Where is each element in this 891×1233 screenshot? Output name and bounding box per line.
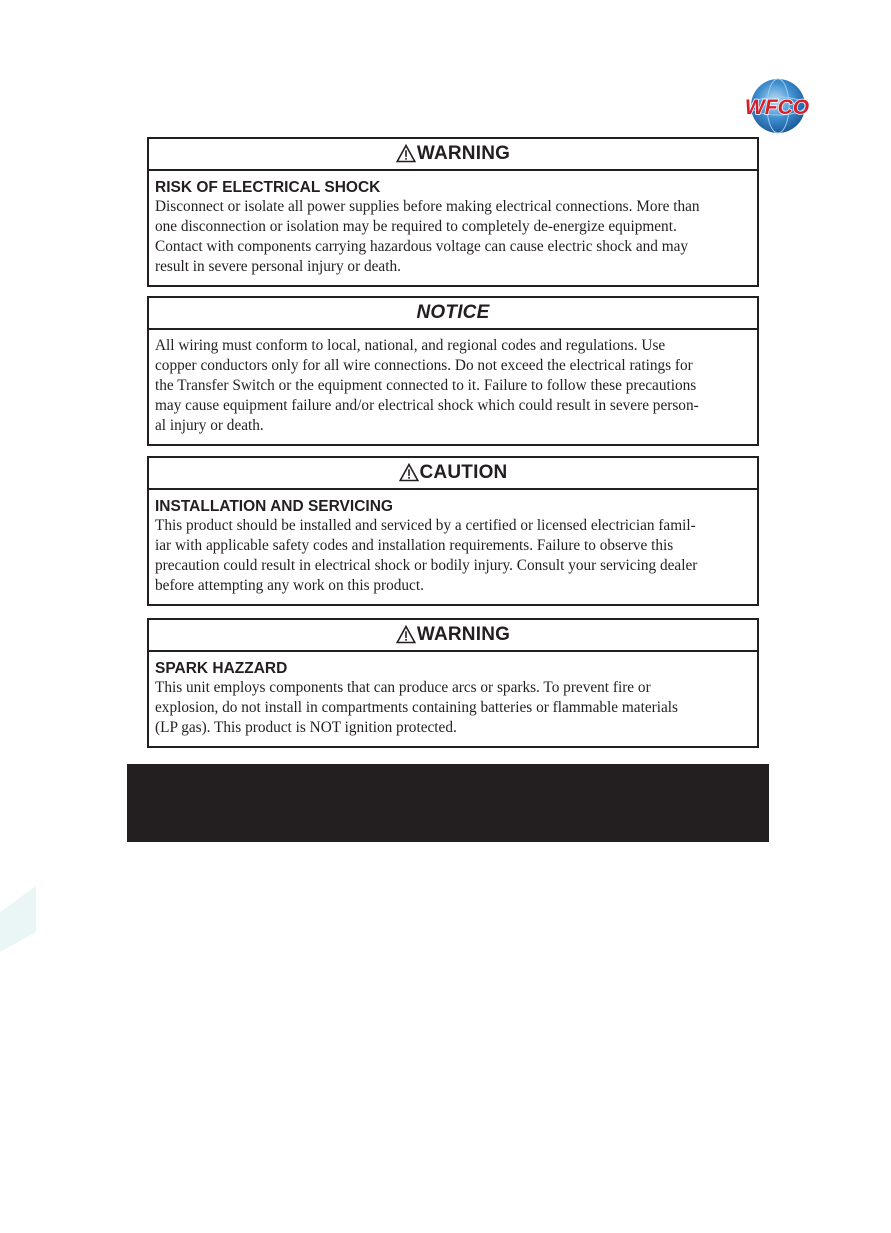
heading-text: WARNING: [416, 143, 511, 164]
text-line: one disconnection or isolation may be required to completely de-energize equipment.: [155, 218, 677, 235]
text-line: Disconnect or isolate all power supplies before making electrical connections. More than: [155, 198, 700, 215]
subheading: SPARK HAZZARD: [155, 660, 288, 677]
notice-box-wiring: [147, 296, 759, 446]
text-line: before attempting any work on this product.: [155, 577, 424, 594]
paragraph: [155, 197, 750, 277]
wfco-logo: [740, 78, 814, 136]
text-line: copper conductors only for all wire connections. Do not exceed the electrical ratings for: [155, 357, 693, 374]
paragraph: [155, 678, 750, 738]
notice-heading: [149, 298, 757, 330]
warning-triangle-icon: [399, 463, 419, 482]
text-line: may cause equipment failure and/or electrical shock which could result in severe person-: [155, 397, 699, 414]
warning-triangle-icon: [396, 144, 416, 163]
warning-heading: [149, 620, 757, 652]
text-line: al injury or death.: [155, 417, 264, 434]
paragraph: [155, 336, 750, 436]
logo-text: WFCO: [744, 96, 810, 119]
decorative-corner-shape: [0, 882, 40, 952]
caution-box-installation: [147, 456, 759, 606]
text-line: This product should be installed and serviced by a certified or licensed electrician famil-: [155, 517, 696, 534]
warning-heading: [149, 139, 757, 171]
black-banner: [127, 764, 769, 842]
text-line: the Transfer Switch or the equipment connected to it. Failure to follow these precautions: [155, 377, 697, 394]
paragraph: [155, 516, 750, 596]
heading-text: CAUTION: [419, 462, 508, 483]
heading-text: WARNING: [416, 624, 511, 645]
subheading: RISK OF ELECTRICAL SHOCK: [155, 179, 381, 196]
caution-heading: [149, 458, 757, 490]
text-line: precaution could result in electrical shock or bodily injury. Consult your servicing dealer: [155, 557, 698, 574]
warning-box-spark-hazard: [147, 618, 759, 748]
subheading: INSTALLATION AND SERVICING: [155, 498, 393, 515]
text-line: This unit employs components that can produce arcs or sparks. To prevent fire or: [155, 679, 651, 696]
heading-text: NOTICE: [416, 302, 490, 323]
text-line: explosion, do not install in compartments containing batteries or flammable materials: [155, 699, 678, 716]
warning-triangle-icon: [396, 625, 416, 644]
text-line: iar with applicable safety codes and installation requirements. Failure to observe this: [155, 537, 674, 554]
text-line: All wiring must conform to local, national, and regional codes and regulations. Use: [155, 337, 666, 354]
warning-box-electrical-shock: [147, 137, 759, 287]
text-line: result in severe personal injury or death.: [155, 258, 401, 275]
text-line: (LP gas). This product is NOT ignition protected.: [155, 719, 457, 736]
text-line: Contact with components carrying hazardous voltage can cause electric shock and may: [155, 238, 689, 255]
